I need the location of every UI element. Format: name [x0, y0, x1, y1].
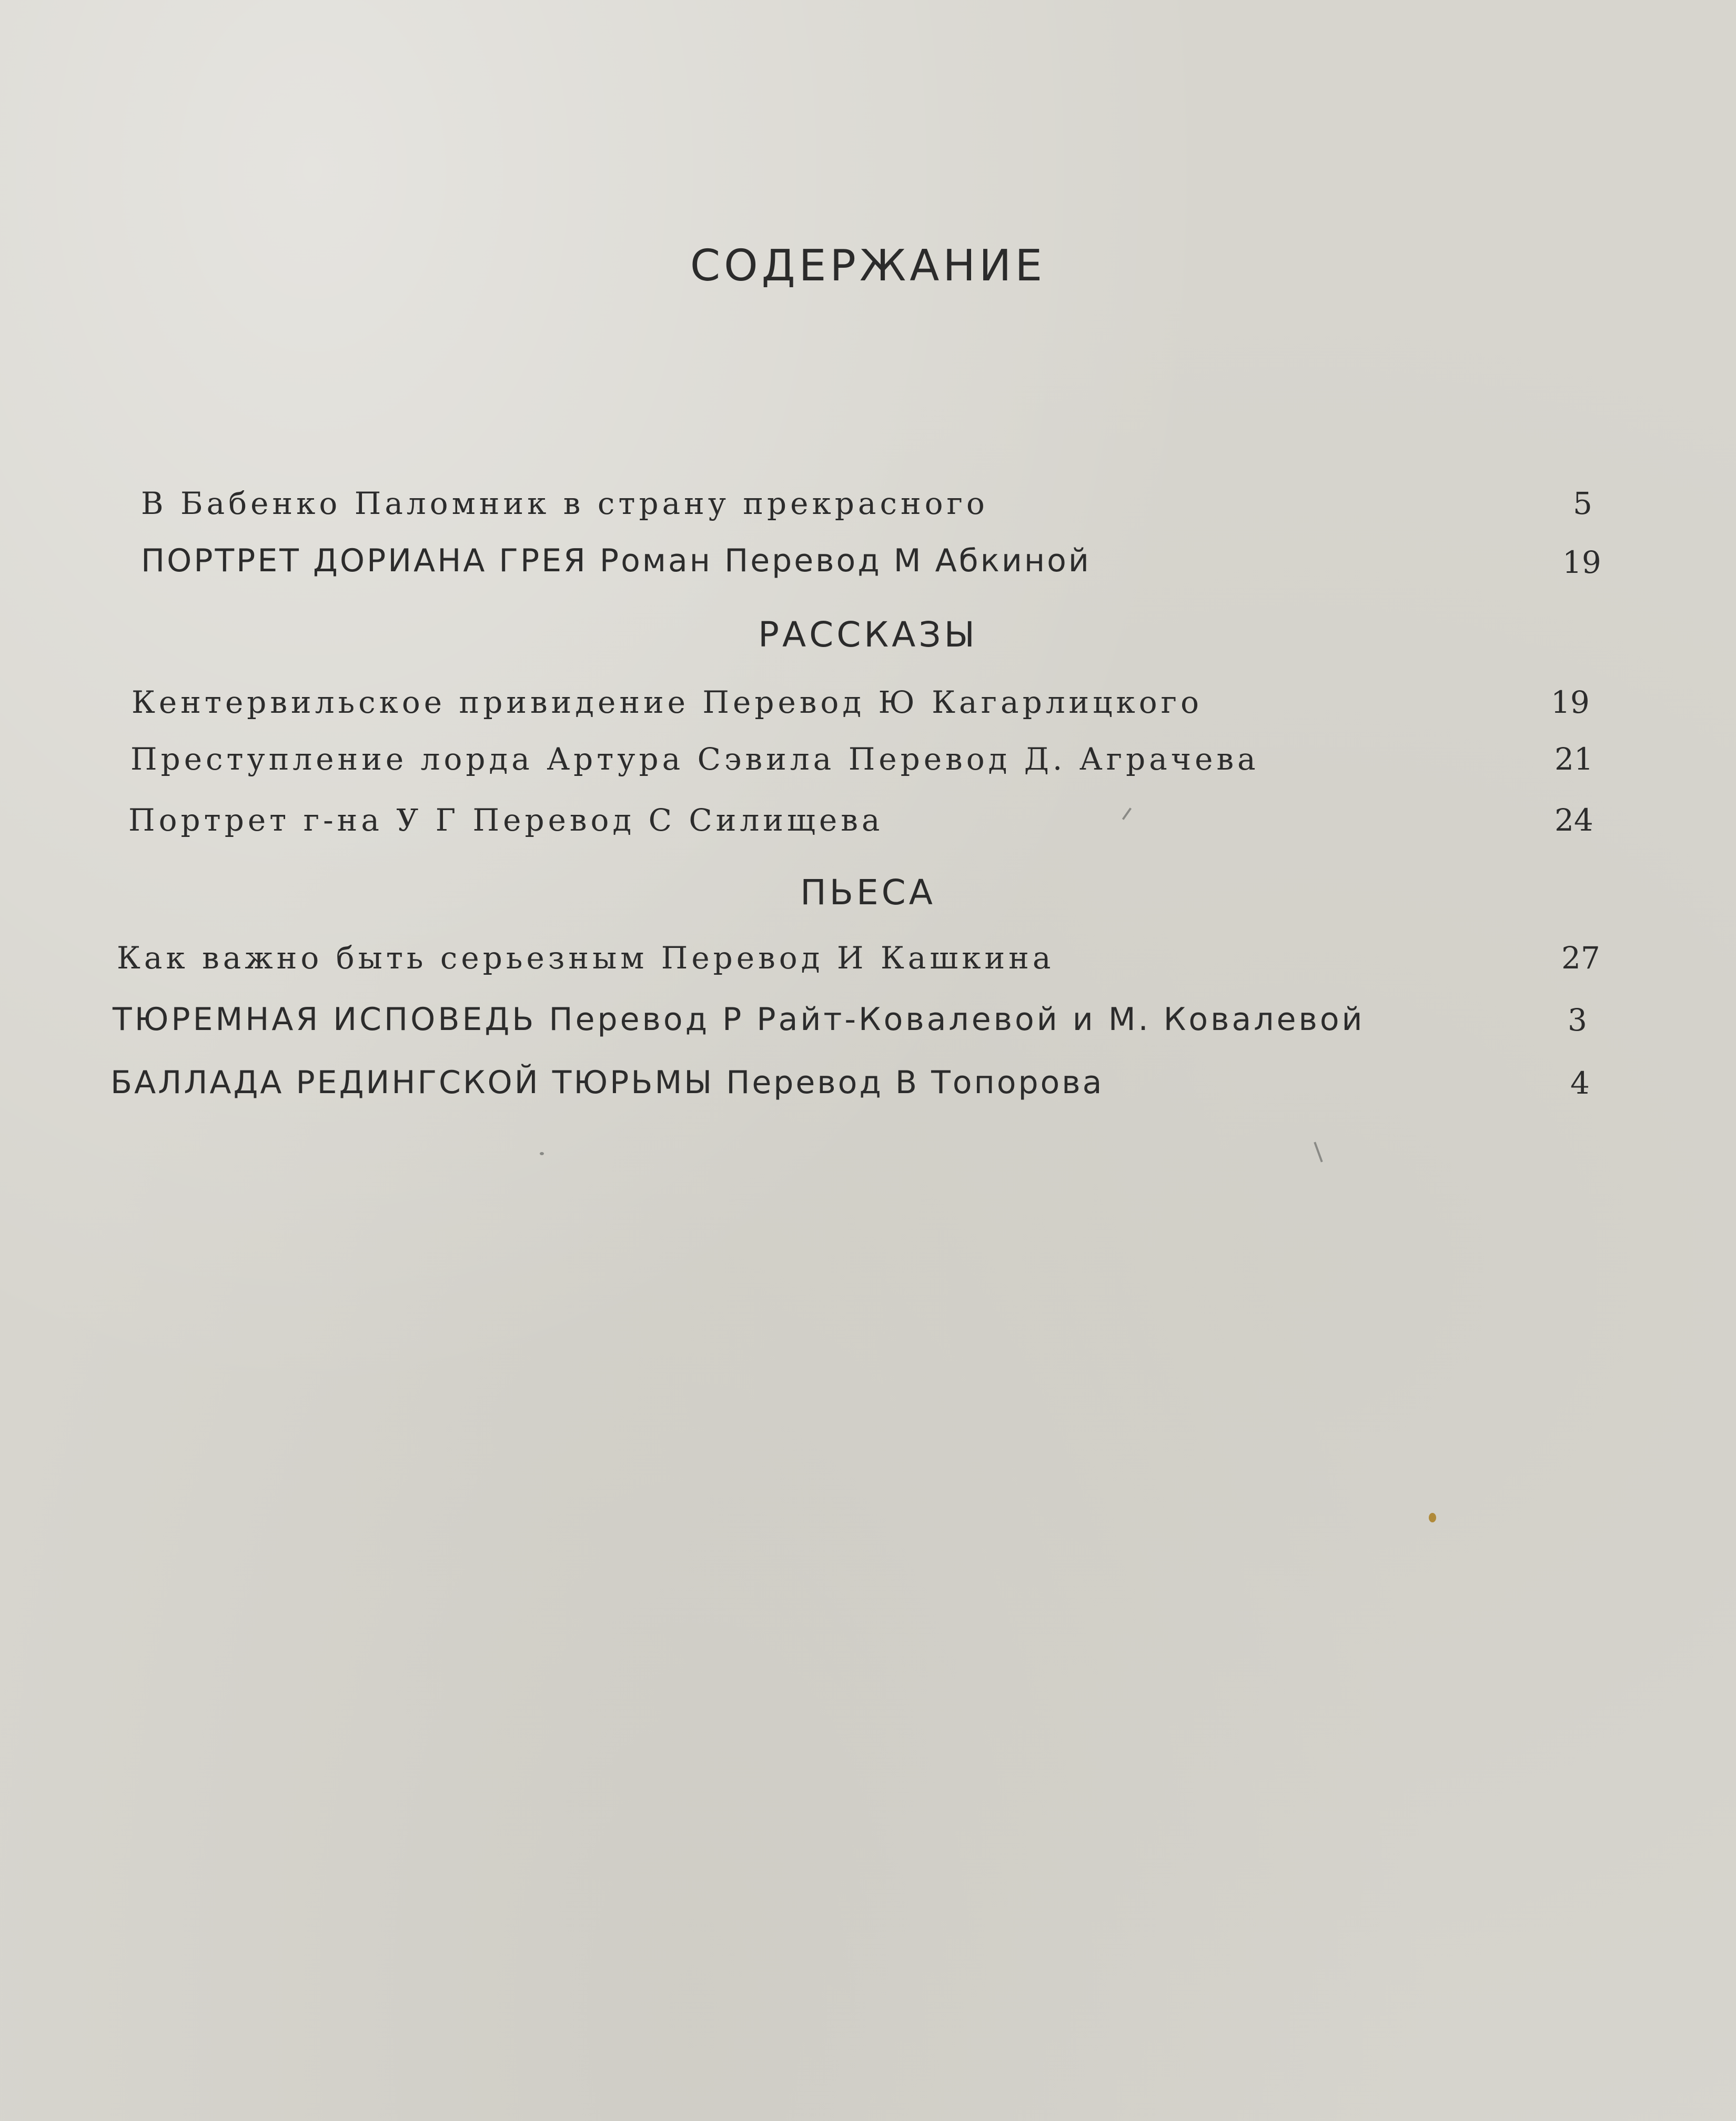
section-heading-play: ПЬЕСА — [800, 872, 936, 913]
page-title: СОДЕРЖАНИЕ — [690, 241, 1046, 291]
toc-entry-babenko: В Бабенко Паломник в страну прекрасного — [141, 486, 988, 521]
paper-speck — [1429, 1513, 1436, 1522]
toc-page-portrait-mr-wh: 24 — [1555, 802, 1593, 838]
toc-entry-ballad-of-reading-gaol: БАЛЛАДА РЕДИНГСКОЙ ТЮРЬМЫ Перевод В Топорова — [110, 1064, 1104, 1101]
toc-page-babenko: 5 — [1573, 486, 1592, 521]
toc-page-lord-arthur-savile: 21 — [1555, 741, 1593, 777]
section-heading-stories: РАССКАЗЫ — [758, 614, 978, 655]
toc-entry-portrait-mr-wh: Портрет г-на У Г Перевод С Силищева — [128, 802, 884, 838]
paper-mark — [1314, 1142, 1323, 1163]
toc-entry-dorian-gray: ПОРТРЕТ ДОРИАНА ГРЕЯ Роман Перевод М Абкиной — [141, 542, 1091, 579]
paper-mark — [1122, 807, 1132, 820]
toc-page-de-profundis: 3 — [1568, 1002, 1587, 1038]
toc-entry-canterville-ghost: Кентервильское привидение Перевод Ю Кагарлицкого — [132, 684, 1203, 720]
toc-page-canterville-ghost: 19 — [1551, 684, 1590, 720]
toc-entry-lord-arthur-savile: Преступление лорда Артура Сэвила Перевод Д. Аграчева — [130, 741, 1259, 777]
toc-page-dorian-gray: 19 — [1562, 544, 1601, 580]
paper-mark — [540, 1152, 544, 1155]
toc-page-ballad-of-reading-gaol: 4 — [1570, 1065, 1590, 1101]
toc-page-importance-of-being-earnest: 27 — [1561, 940, 1600, 976]
toc-entry-importance-of-being-earnest: Как важно быть серьезным Перевод И Кашкина — [117, 940, 1055, 976]
toc-entry-de-profundis: ТЮРЕМНАЯ ИСПОВЕДЬ Перевод Р Райт-Ковалевой и М. Ковалевой — [113, 1001, 1365, 1038]
